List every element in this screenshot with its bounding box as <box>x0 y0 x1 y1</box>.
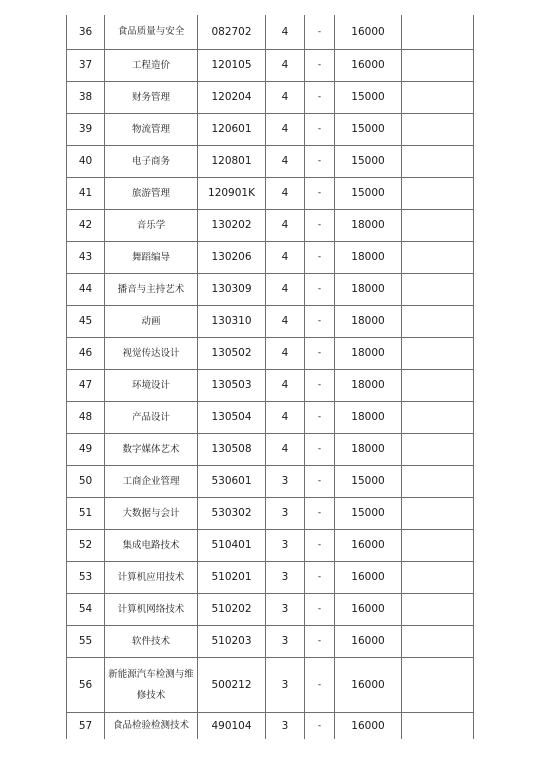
study-years: 4 <box>266 209 305 241</box>
row-number: 52 <box>67 529 105 561</box>
row-number: 54 <box>67 593 105 625</box>
tuition-fee: 16000 <box>335 15 402 49</box>
dash-cell: - <box>305 177 335 209</box>
major-name: 计算机网络技术 <box>105 593 198 625</box>
tuition-fee: 16000 <box>335 593 402 625</box>
remarks-cell <box>402 241 474 273</box>
tuition-fee: 18000 <box>335 433 402 465</box>
table-row <box>67 497 474 529</box>
remarks-cell <box>402 113 474 145</box>
major-name: 旅游管理 <box>105 177 198 209</box>
tuition-fee: 16000 <box>335 625 402 657</box>
major-code: 510202 <box>198 593 266 625</box>
tuition-fee: 15000 <box>335 81 402 113</box>
table-row <box>67 657 474 712</box>
remarks-cell <box>402 401 474 433</box>
table-row <box>67 465 474 497</box>
table-row <box>67 49 474 81</box>
major-name: 音乐学 <box>105 209 198 241</box>
major-code: 120601 <box>198 113 266 145</box>
major-name: 食品检验检测技术 <box>105 712 198 739</box>
major-code: 120901K <box>198 177 266 209</box>
tuition-fee: 16000 <box>335 712 402 739</box>
row-number: 55 <box>67 625 105 657</box>
dash-cell: - <box>305 497 335 529</box>
dash-cell: - <box>305 625 335 657</box>
dash-cell: - <box>305 145 335 177</box>
tuition-fee: 15000 <box>335 145 402 177</box>
table-row <box>67 337 474 369</box>
tuition-fee: 15000 <box>335 497 402 529</box>
major-code: 510201 <box>198 561 266 593</box>
study-years: 4 <box>266 433 305 465</box>
table-row <box>67 273 474 305</box>
major-name: 动画 <box>105 305 198 337</box>
dash-cell: - <box>305 369 335 401</box>
majors-fee-table <box>66 15 474 739</box>
dash-cell: - <box>305 401 335 433</box>
table-row <box>67 369 474 401</box>
major-code: 130309 <box>198 273 266 305</box>
study-years: 4 <box>266 305 305 337</box>
major-code: 130504 <box>198 401 266 433</box>
remarks-cell <box>402 209 474 241</box>
major-code: 530601 <box>198 465 266 497</box>
row-number: 56 <box>67 657 105 712</box>
row-number: 45 <box>67 305 105 337</box>
major-name: 软件技术 <box>105 625 198 657</box>
study-years: 4 <box>266 401 305 433</box>
row-number: 42 <box>67 209 105 241</box>
table-row <box>67 15 474 49</box>
study-years: 3 <box>266 497 305 529</box>
dash-cell: - <box>305 337 335 369</box>
remarks-cell <box>402 625 474 657</box>
major-code: 490104 <box>198 712 266 739</box>
study-years: 4 <box>266 241 305 273</box>
remarks-cell <box>402 529 474 561</box>
row-number: 47 <box>67 369 105 401</box>
dash-cell: - <box>305 81 335 113</box>
table-row <box>67 81 474 113</box>
study-years: 3 <box>266 712 305 739</box>
dash-cell: - <box>305 49 335 81</box>
study-years: 4 <box>266 177 305 209</box>
major-code: 130502 <box>198 337 266 369</box>
tuition-fee: 15000 <box>335 465 402 497</box>
study-years: 3 <box>266 625 305 657</box>
dash-cell: - <box>305 15 335 49</box>
row-number: 46 <box>67 337 105 369</box>
remarks-cell <box>402 369 474 401</box>
study-years: 4 <box>266 337 305 369</box>
row-number: 37 <box>67 49 105 81</box>
major-name: 新能源汽车检测与维修技术 <box>105 657 198 712</box>
major-code: 130503 <box>198 369 266 401</box>
study-years: 3 <box>266 465 305 497</box>
row-number: 49 <box>67 433 105 465</box>
remarks-cell <box>402 177 474 209</box>
remarks-cell <box>402 712 474 739</box>
row-number: 40 <box>67 145 105 177</box>
dash-cell: - <box>305 712 335 739</box>
remarks-cell <box>402 305 474 337</box>
dash-cell: - <box>305 433 335 465</box>
major-code: 130310 <box>198 305 266 337</box>
table-body <box>67 15 474 739</box>
tuition-fee: 16000 <box>335 561 402 593</box>
row-number: 41 <box>67 177 105 209</box>
major-name: 集成电路技术 <box>105 529 198 561</box>
tuition-fee: 18000 <box>335 337 402 369</box>
row-number: 39 <box>67 113 105 145</box>
study-years: 4 <box>266 15 305 49</box>
dash-cell: - <box>305 241 335 273</box>
major-code: 082702 <box>198 15 266 49</box>
table-row <box>67 145 474 177</box>
row-number: 38 <box>67 81 105 113</box>
study-years: 4 <box>266 49 305 81</box>
study-years: 4 <box>266 145 305 177</box>
table-row <box>67 625 474 657</box>
remarks-cell <box>402 593 474 625</box>
major-code: 120105 <box>198 49 266 81</box>
major-code: 510203 <box>198 625 266 657</box>
study-years: 3 <box>266 657 305 712</box>
table-row <box>67 529 474 561</box>
major-name: 大数据与会计 <box>105 497 198 529</box>
dash-cell: - <box>305 465 335 497</box>
tuition-fee: 18000 <box>335 369 402 401</box>
remarks-cell <box>402 15 474 49</box>
major-name: 播音与主持艺术 <box>105 273 198 305</box>
major-name: 数字媒体艺术 <box>105 433 198 465</box>
major-name: 食品质量与安全 <box>105 15 198 49</box>
tuition-fee: 18000 <box>335 273 402 305</box>
major-code: 120204 <box>198 81 266 113</box>
major-name: 视觉传达设计 <box>105 337 198 369</box>
remarks-cell <box>402 81 474 113</box>
major-code: 510401 <box>198 529 266 561</box>
dash-cell: - <box>305 209 335 241</box>
dash-cell: - <box>305 273 335 305</box>
table-row <box>67 561 474 593</box>
major-name: 环境设计 <box>105 369 198 401</box>
remarks-cell <box>402 273 474 305</box>
row-number: 53 <box>67 561 105 593</box>
major-name: 电子商务 <box>105 145 198 177</box>
remarks-cell <box>402 465 474 497</box>
major-name: 工程造价 <box>105 49 198 81</box>
row-number: 43 <box>67 241 105 273</box>
tuition-fee: 15000 <box>335 113 402 145</box>
tuition-fee: 16000 <box>335 657 402 712</box>
major-name: 工商企业管理 <box>105 465 198 497</box>
table-row <box>67 113 474 145</box>
major-name: 计算机应用技术 <box>105 561 198 593</box>
table-row <box>67 593 474 625</box>
table-row <box>67 712 474 739</box>
major-code: 530302 <box>198 497 266 529</box>
row-number: 36 <box>67 15 105 49</box>
tuition-fee: 15000 <box>335 177 402 209</box>
remarks-cell <box>402 561 474 593</box>
table-row <box>67 433 474 465</box>
dash-cell: - <box>305 593 335 625</box>
dash-cell: - <box>305 305 335 337</box>
tuition-fee: 18000 <box>335 209 402 241</box>
row-number: 48 <box>67 401 105 433</box>
dash-cell: - <box>305 113 335 145</box>
study-years: 4 <box>266 81 305 113</box>
study-years: 3 <box>266 529 305 561</box>
tuition-fee: 16000 <box>335 49 402 81</box>
remarks-cell <box>402 337 474 369</box>
remarks-cell <box>402 497 474 529</box>
study-years: 3 <box>266 561 305 593</box>
remarks-cell <box>402 145 474 177</box>
tuition-fee: 18000 <box>335 401 402 433</box>
dash-cell: - <box>305 529 335 561</box>
remarks-cell <box>402 657 474 712</box>
table-row <box>67 209 474 241</box>
row-number: 50 <box>67 465 105 497</box>
major-name: 物流管理 <box>105 113 198 145</box>
table-row <box>67 305 474 337</box>
major-code: 130508 <box>198 433 266 465</box>
row-number: 57 <box>67 712 105 739</box>
study-years: 3 <box>266 593 305 625</box>
major-name: 财务管理 <box>105 81 198 113</box>
study-years: 4 <box>266 369 305 401</box>
study-years: 4 <box>266 273 305 305</box>
table-row <box>67 177 474 209</box>
major-code: 130206 <box>198 241 266 273</box>
row-number: 51 <box>67 497 105 529</box>
study-years: 4 <box>266 113 305 145</box>
major-code: 130202 <box>198 209 266 241</box>
dash-cell: - <box>305 657 335 712</box>
major-name: 产品设计 <box>105 401 198 433</box>
major-code: 500212 <box>198 657 266 712</box>
major-code: 120801 <box>198 145 266 177</box>
major-name: 舞蹈编导 <box>105 241 198 273</box>
dash-cell: - <box>305 561 335 593</box>
table-row <box>67 241 474 273</box>
tuition-fee: 18000 <box>335 241 402 273</box>
remarks-cell <box>402 433 474 465</box>
row-number: 44 <box>67 273 105 305</box>
tuition-fee: 18000 <box>335 305 402 337</box>
remarks-cell <box>402 49 474 81</box>
tuition-fee: 16000 <box>335 529 402 561</box>
table-row <box>67 401 474 433</box>
